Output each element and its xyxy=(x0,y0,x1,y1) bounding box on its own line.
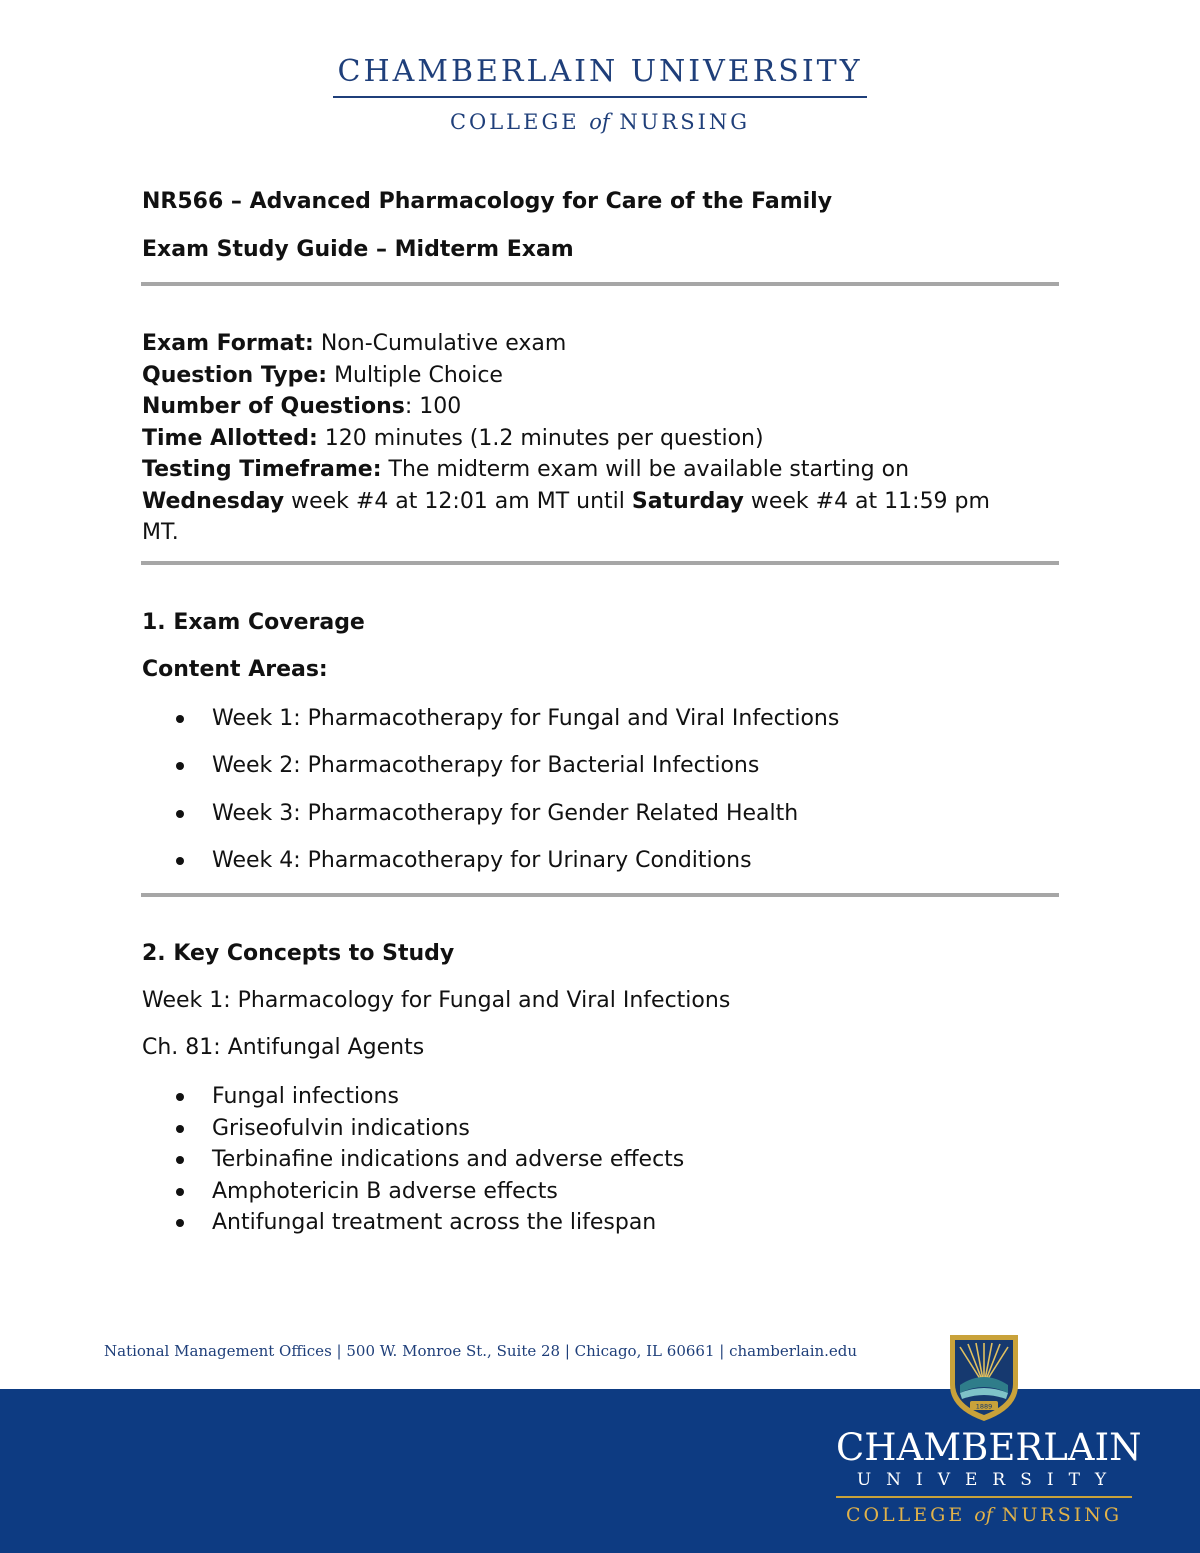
list-item-text: Week 3: Pharmacotherapy for Gender Related Health xyxy=(212,800,799,826)
key-concepts-list xyxy=(142,1083,684,1241)
footer-logo-college xyxy=(836,1504,1132,1526)
number-of-questions-value: : 100 xyxy=(404,394,462,419)
list-item-text: Week 1: Pharmacotherapy for Fungal and Viral Infections xyxy=(212,706,840,731)
timeframe-end: week #4 at 11:59 pm xyxy=(743,488,990,514)
question-type-value: Multiple Choice xyxy=(327,362,503,388)
list-item-text: Week 2: Pharmacotherapy for Bacterial Infections xyxy=(212,753,760,779)
list-item-text: Terbinafine indications and adverse effects xyxy=(212,1147,685,1172)
list-item xyxy=(142,1178,684,1210)
footer-logo-rule xyxy=(836,1496,1132,1498)
list-item xyxy=(142,1083,684,1115)
number-of-questions xyxy=(142,391,1062,423)
timeframe-end-day: Saturday xyxy=(631,488,744,514)
guide-title: Exam Study Guide – Midterm Exam xyxy=(142,237,574,262)
bullet-icon xyxy=(176,1188,184,1196)
testing-timeframe-text: The midterm exam will be available starting on xyxy=(381,457,910,482)
section-heading-exam-coverage: 1. Exam Coverage xyxy=(142,610,365,635)
bullet-icon xyxy=(176,1093,184,1101)
list-item-text: Week 4: Pharmacotherapy for Urinary Conditions xyxy=(212,847,752,873)
divider xyxy=(141,893,1059,897)
bullet-icon xyxy=(176,1125,184,1133)
list-item xyxy=(142,1115,684,1147)
time-allotted-label: Time Allotted: xyxy=(142,425,318,451)
question-type-label: Question Type: xyxy=(142,362,328,388)
exam-format-value: Non-Cumulative exam xyxy=(313,331,567,356)
footer-logo-university: UNIVERSITY xyxy=(856,1470,1122,1490)
bullet-icon xyxy=(176,810,184,818)
footer-college-of: of xyxy=(974,1504,993,1526)
exam-format xyxy=(142,328,1062,360)
number-of-questions-label: Number of Questions xyxy=(142,394,405,419)
university-name: CHAMBERLAIN UNIVERSITY xyxy=(333,52,866,98)
footer-address: National Management Offices | 500 W. Monroe St., Suite 28 | Chicago, IL 60661 | chamberlain.edu xyxy=(104,1342,858,1360)
list-item-text: Fungal infections xyxy=(212,1084,399,1109)
list-item-text: Antifungal treatment across the lifespan xyxy=(212,1210,657,1235)
week-heading: Week 1: Pharmacology for Fungal and Viral Infections xyxy=(142,988,731,1013)
college-of: of xyxy=(589,110,610,134)
college-name xyxy=(0,110,1200,134)
exam-info xyxy=(142,328,1062,549)
bullet-icon xyxy=(176,1156,184,1164)
list-item xyxy=(142,1209,684,1241)
testing-timeframe-line3: MT. xyxy=(142,520,179,545)
timeframe-start-day: Wednesday xyxy=(142,488,285,514)
list-item xyxy=(142,705,839,752)
testing-timeframe-label: Testing Timeframe: xyxy=(142,457,382,482)
chapter-heading: Ch. 81: Antifungal Agents xyxy=(142,1035,425,1060)
bullet-icon xyxy=(176,857,184,865)
list-item xyxy=(142,800,839,847)
footer-logo-name: CHAMBERLAIN xyxy=(836,1426,1142,1469)
divider xyxy=(141,561,1059,565)
time-allotted xyxy=(142,423,1062,455)
footer-college-pre: COLLEGE xyxy=(845,1504,966,1526)
content-areas-list xyxy=(142,705,839,894)
section-heading-key-concepts: 2. Key Concepts to Study xyxy=(142,941,455,966)
list-item xyxy=(142,847,839,894)
header-logo xyxy=(0,52,1200,134)
list-item xyxy=(142,1146,684,1178)
list-item-text: Griseofulvin indications xyxy=(212,1115,470,1141)
footer-logo xyxy=(836,1426,1142,1526)
bullet-icon xyxy=(176,1219,184,1227)
time-allotted-value: 120 minutes (1.2 minutes per question) xyxy=(317,425,764,451)
testing-timeframe xyxy=(142,454,1062,486)
bullet-icon xyxy=(176,762,184,770)
divider xyxy=(141,282,1059,286)
college-pre: COLLEGE xyxy=(449,110,580,134)
list-item-text: Amphotericin B adverse effects xyxy=(212,1178,558,1204)
crest-icon xyxy=(948,1333,1020,1423)
bullet-icon xyxy=(176,715,184,723)
footer-college-post: NURSING xyxy=(1001,1504,1123,1526)
list-item xyxy=(142,752,839,799)
question-type xyxy=(142,360,1062,392)
exam-format-label: Exam Format: xyxy=(142,331,314,356)
content-areas-heading: Content Areas: xyxy=(142,657,328,682)
course-title: NR566 – Advanced Pharmacology for Care of the Family xyxy=(142,189,833,214)
testing-timeframe-line2 xyxy=(142,486,1062,518)
timeframe-middle: week #4 at 12:01 am MT until xyxy=(284,488,632,514)
college-post: NURSING xyxy=(619,110,751,134)
crest-year: 1889 xyxy=(975,1402,993,1411)
